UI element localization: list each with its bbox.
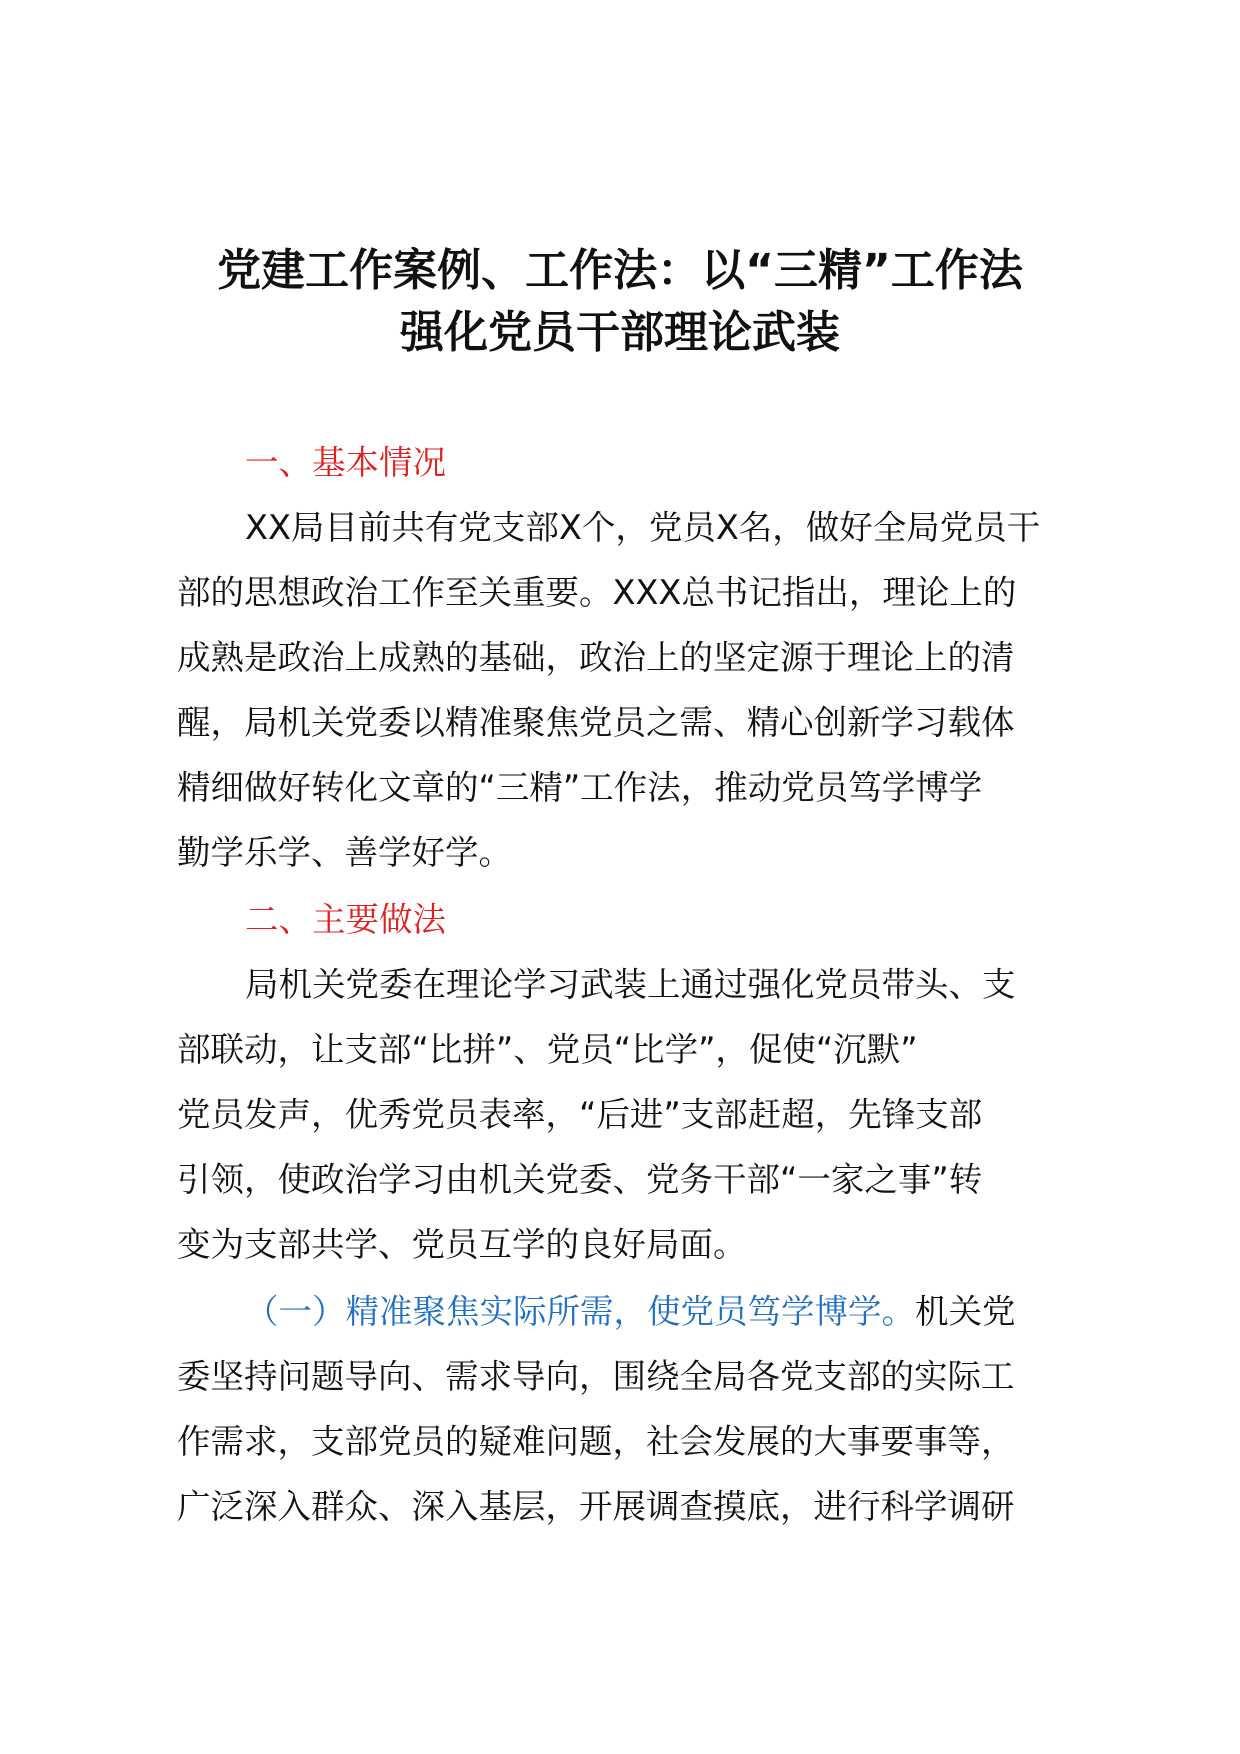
subheading-precise-focus: （一）精准聚焦实际所需，使党员笃学博学。: [245, 1292, 915, 1331]
title-line-1: 党建工作案例、工作法：以“三精”工作法: [217, 245, 1023, 296]
paragraph-line: 作需求，支部党员的疑难问题，社会发展的大事要事等，: [177, 1422, 1015, 1461]
paragraph-basic-situation: [177, 495, 1077, 885]
paragraph-main-practices: [177, 952, 1077, 1277]
paragraph-line: [177, 1279, 1077, 1344]
paragraph-line: 广泛深入群众、深入基层，开展调查摸底，进行科学调研: [177, 1487, 1015, 1526]
section-heading-basic-situation: 一、基本情况: [245, 443, 446, 482]
paragraph-line: 变为支部共学、党员互学的良好局面。: [177, 1225, 747, 1264]
paragraph-line: 精细做好转化文章的“三精”工作法，推动党员笃学博学: [177, 768, 983, 807]
section-heading-main-practices: 二、主要做法: [245, 900, 446, 939]
paragraph-line: 勤学乐学、善学好学。: [177, 833, 512, 872]
document-body: [177, 430, 1077, 1539]
paragraph-line: 局机关党委在理论学习武装上通过强化党员带头、支: [245, 965, 1016, 1004]
paragraph-line: 委坚持问题导向、需求导向，围绕全局各党支部的实际工: [177, 1357, 1015, 1396]
paragraph-line: 引领，使政治学习由机关党委、党务干部“一家之事”转: [177, 1160, 983, 1199]
paragraph-line: 部联动，让支部“比拼”、党员“比学”，促使“沉默”: [177, 1030, 918, 1069]
paragraph-line: XX局目前共有党支部X个，党员X名，做好全局党员干: [245, 508, 1041, 547]
document-title: [160, 240, 1080, 364]
paragraph-precise-focus: [177, 1279, 1077, 1539]
paragraph-line: 成熟是政治上成熟的基础，政治上的坚定源于理论上的清: [177, 638, 1015, 677]
paragraph-line: 部的思想政治工作至关重要。XXX总书记指出，理论上的: [177, 573, 1017, 612]
title-line-2: 强化党员干部理论武装: [400, 307, 840, 358]
paragraph-line: 醒，局机关党委以精准聚焦党员之需、精心创新学习载体: [177, 703, 1015, 742]
paragraph-line: 党员发声，优秀党员表率，“后进”支部赶超，先锋支部: [177, 1095, 983, 1134]
subheading-continuation: 机关党: [915, 1292, 1016, 1331]
